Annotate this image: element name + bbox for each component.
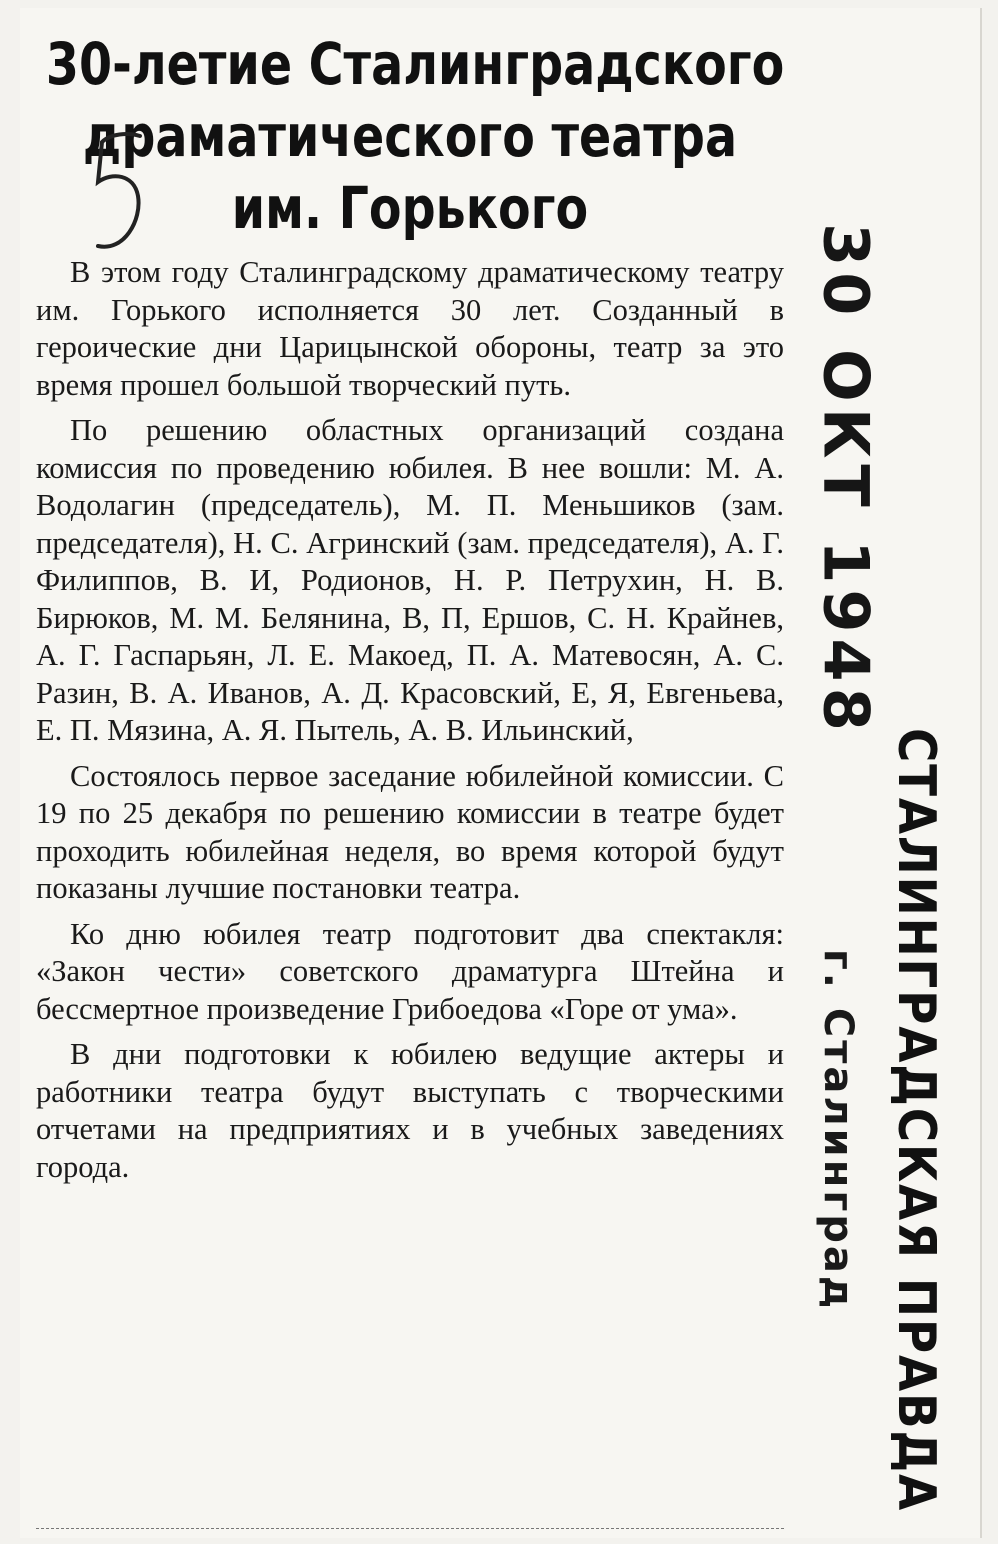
paragraph-3: Состоялось первое заседание юбилейной комиссии. С 19 по 25 декабря по решению комиссии в театре будет проходить юбилейная неделя, во время которой будут показаны лучшие постановки театра. <box>36 758 784 905</box>
paragraph-2: По решению областных организаций создана комиссия по проведению юбилея. В нее вошли: М. А. Водолагин (председатель), М. П. Меньшиков (зам. председателя), Н. С. Агринский (зам. председателя), А. Г. Филиппов, В. И, Родионов, Н. Р. Петрухин, Н. В. Бирюков, М. М. Белянина, В, П, Ершов, С. Н. Крайнев, А. Г. Гаспарьян, Л. Е. Макоед, П. А. Матевосян, А. С. Разин, В. А. Иванов, А. Д. Красовский, Е, Я, Евгеньева, Е. П. Мязина, А. Я. Пытель, А. В. Ильинский, <box>36 413 784 747</box>
date-stamp <box>808 223 884 737</box>
clipping-bottom-rule <box>36 1528 784 1529</box>
source-paper-name: СТАЛИНГРАДСКАЯ ПРАВДА <box>886 728 946 1512</box>
headline-line-1: 30-летие Сталинградского <box>45 30 785 98</box>
article-body <box>36 254 784 1186</box>
paragraph-4: Ко дню юбилея театр подготовит два спектакля: «Закон чести» советского драматурга Штейна и бессмертное произведение Грибоедова «Горе от ума». <box>36 916 784 1026</box>
source-city-name: г. Сталинград <box>815 948 861 1312</box>
headline-line-2: драматического театра <box>82 102 738 170</box>
article <box>36 20 784 1194</box>
source-paper-stamp <box>876 728 956 1512</box>
paragraph-1: В этом году Сталинградскому драматическому театру им. Горького исполняется 30 лет. Созданный в героические дни Царицынской обороны, театр за это время прошел большой творческий путь. <box>36 255 784 402</box>
source-city-stamp <box>810 940 866 1320</box>
paragraph-5: В дни подготовки к юбилею ведущие актеры и работники театра будут выступать с творческими отчетами на предприятиях и в учебных заведениях города. <box>36 1037 784 1184</box>
date-stamp-text: 30 ОКТ 1948 <box>809 223 883 737</box>
handwritten-mark <box>88 130 148 260</box>
headline <box>45 28 785 244</box>
headline-line-3: им. Горького <box>231 174 589 242</box>
